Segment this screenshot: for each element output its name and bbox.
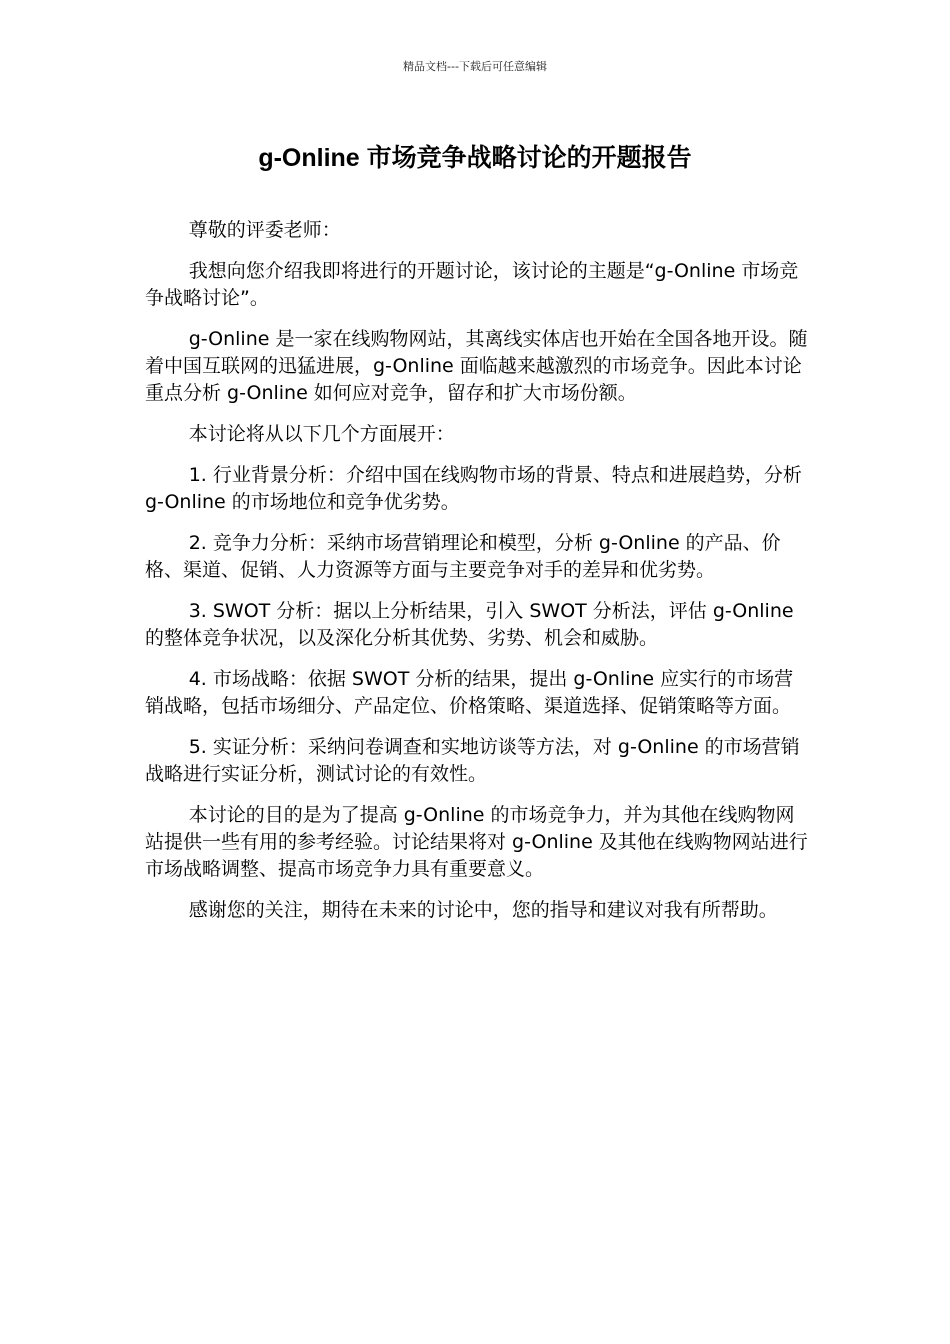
paragraph-purpose: 本讨论的目的是为了提高 g-Online 的市场竞争力，并为其他在线购物网站提供一些有用的参考经验。讨论结果将对 g-Online 及其他在线购物网站进行市场战略调整、提高市场竞争力具有重要意义。 <box>145 804 808 880</box>
list-item-strategy: 4. 市场战略：依据 SWOT 分析的结果，提出 g-Online 应实行的市场营销战略，包括市场细分、产品定位、价格策略、渠道选择、促销策略等方面。 <box>145 668 794 717</box>
page-header: 精品文档---下载后可任意编辑 <box>403 60 547 73</box>
document-title: g-Online 市场竞争战略讨论的开题报告 <box>258 144 692 172</box>
paragraph-intro: 我想向您介绍我即将进行的开题讨论，该讨论的主题是“g-Online 市场竞争战略讨论”。 <box>145 260 799 309</box>
list-item-competitiveness: 2. 竞争力分析：采纳市场营销理论和模型，分析 g-Online 的产品、价格、渠道、促销、人力资源等方面与主要竞争对手的差异和优劣势。 <box>145 532 781 581</box>
paragraph-background: g-Online 是一家在线购物网站，其离线实体店也开始在全国各地开设。随着中国互联网的迅猛进展，g-Online 面临越来越激烈的市场竞争。因此本讨论重点分析 g-Online 如何应对竞争，留存和扩大市场份额。 <box>145 328 808 404</box>
list-item-industry: 1. 行业背景分析：介绍中国在线购物市场的背景、特点和进展趋势，分析 g-Online 的市场地位和竞争优劣势。 <box>145 464 802 513</box>
document-body <box>145 217 811 938</box>
paragraph-closing: 感谢您的关注，期待在未来的讨论中，您的指导和建议对我有所帮助。 <box>188 899 778 921</box>
salutation: 尊敬的评委老师： <box>188 219 341 241</box>
list-item-swot: 3. SWOT 分析：据以上分析结果，引入 SWOT 分析法，评估 g-Online 的整体竞争状况，以及深化分析其优势、劣势、机会和威胁。 <box>145 600 794 649</box>
list-item-empirical: 5. 实证分析：采纳问卷调查和实地访谈等方法，对 g-Online 的市场营销战略进行实证分析，测试讨论的有效性。 <box>145 736 800 785</box>
paragraph-outline-lead: 本讨论将从以下几个方面展开： <box>188 423 455 445</box>
